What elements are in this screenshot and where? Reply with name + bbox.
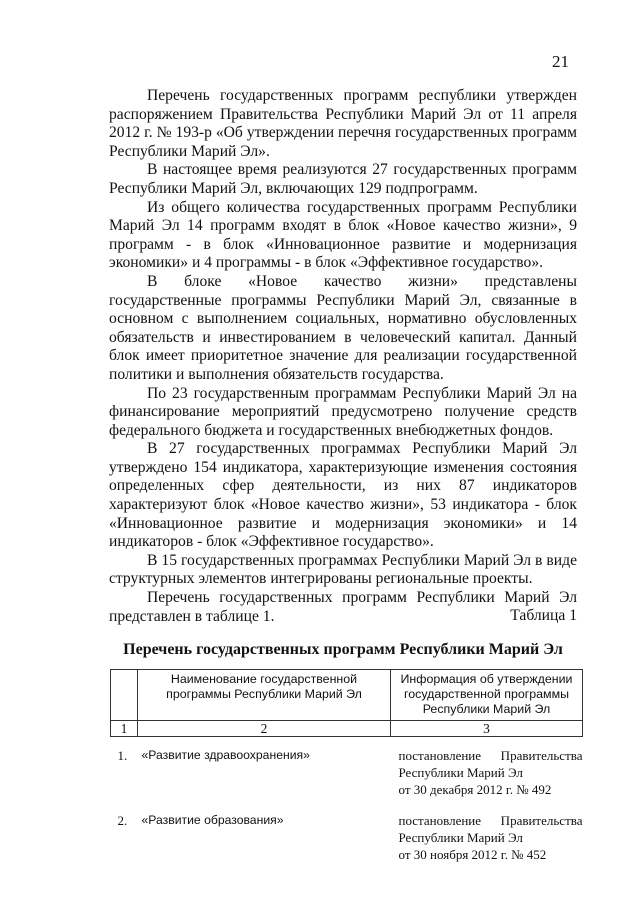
- approval-info-date: от 30 ноября 2012 г. № 452: [398, 847, 547, 862]
- approval-info: [391, 798, 583, 863]
- approval-info-line: постановление Правительства Республики Марий Эл: [398, 748, 583, 780]
- paragraph: По 23 государственным программам Республики Марий Эл на финансирование мероприятий предусмотрено получение средств федерального бюджета и государственных внебюджетных фондов.: [109, 384, 577, 439]
- paragraph: В 15 государственных программах Республики Марий Эл в виде структурных элементов интегрированы региональные проекты.: [109, 551, 577, 588]
- paragraph: Перечень государственных программ республики утвержден распоряжением Правительства Республики Марий Эл от 11 апреля 2012 г. № 193-р «Об утверждении перечня государственных программ Республики Марий Эл».: [109, 87, 577, 160]
- program-name: «Развитие здравоохранения»: [141, 748, 310, 762]
- header-cell-program-name: Наименование государственной программы Республики Марий Эл: [138, 670, 391, 721]
- table-header-row: [111, 670, 583, 721]
- programs-table-container: [110, 669, 582, 863]
- column-number: 1: [111, 721, 138, 737]
- program-name: «Развитие образования»: [141, 813, 284, 827]
- table-row: [111, 737, 583, 799]
- paragraph: Из общего количества государственных программ Республики Марий Эл 14 программ входят в блок «Новое качество жизни», 9 программ - в блок «Инновационное развитие и модернизация экономики» и 4 программы - в блок «Эффективное государство».: [109, 198, 577, 272]
- approval-info-line: постановление Правительства Республики Марий Эл: [398, 813, 583, 845]
- page-number: 21: [552, 52, 569, 71]
- column-number: 2: [138, 721, 391, 737]
- paragraph: Перечень государственных программ Республики Марий Эл представлен в таблице 1.: [109, 589, 577, 625]
- column-number-row: [111, 721, 583, 737]
- table-caption: Таблица 1: [510, 607, 577, 624]
- paragraph: В настоящее время реализуются 27 государственных программ Республики Марий Эл, включающих 129 подпрограмм.: [109, 161, 577, 197]
- programs-table: [110, 669, 583, 863]
- header-cell-approval-info: Информация об утверждении государственной программы Республики Марий Эл: [391, 670, 583, 721]
- column-number: 3: [391, 721, 583, 737]
- body-text: [109, 87, 577, 626]
- table-row: [111, 798, 583, 863]
- paragraph: В 27 государственных программах Республики Марий Эл утверждено 154 индикатора, характеризующие изменения состояния определенных сфер деятельности, из них 87 индикаторов характеризуют блок «Новое качество жизни», 53 индикатора - блок «Инновационное развитие и модернизация экономики» и 14 индикаторов - блок «Эффективное государство».: [109, 440, 577, 551]
- header-cell-number: [111, 670, 138, 721]
- approval-info-date: от 30 декабря 2012 г. № 492: [398, 782, 552, 797]
- approval-info: [391, 737, 583, 799]
- table-title: Перечень государственных программ Республики Марий Эл: [123, 641, 563, 658]
- row-number: 1.: [117, 748, 128, 763]
- row-number: 2.: [117, 813, 128, 828]
- paragraph: В блоке «Новое качество жизни» представлены государственные программы Республики Марий Эл, связанные в основном с выполнением социальных, нормативно обусловленных обязательств и инвестированием в человеческий капитал. Данный блок имеет приоритетное значение для реализации государственной политики и выполнения обязательств государства.: [109, 272, 577, 383]
